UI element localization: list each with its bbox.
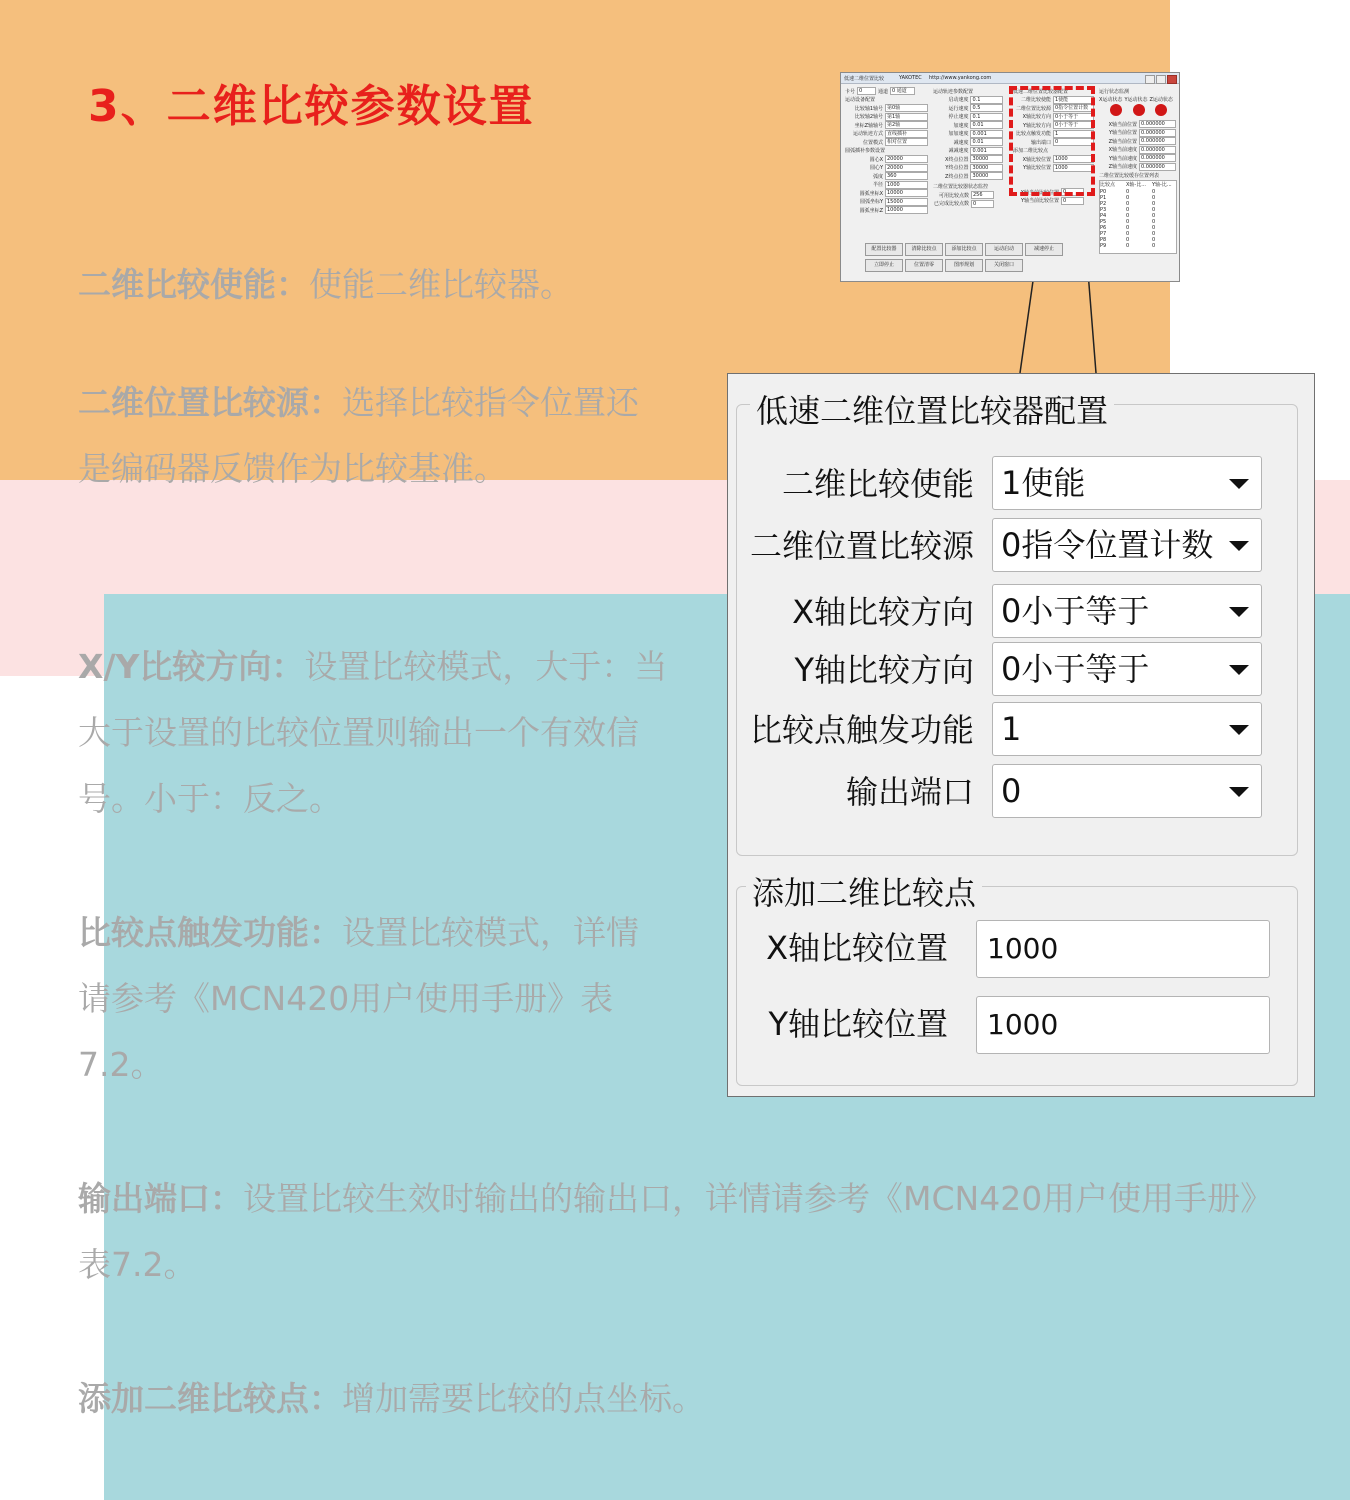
term-description: 设置比较模式，详情请参考《MCN420用户使用手册》表7.2。 <box>78 913 639 1084</box>
term-description: 增加需要比较的点坐标。 <box>342 1379 705 1418</box>
field-label: Y终点位置 <box>945 165 969 172</box>
table-cell: 0 <box>1126 201 1130 207</box>
x-direction-label: X轴比较方向 <box>792 593 974 631</box>
section-title: 二维位置比较器状态监控 <box>933 184 989 191</box>
field-value[interactable]: 1000 <box>1053 155 1094 163</box>
select-value: 1使能 <box>1001 464 1086 502</box>
channel-label: 通道 <box>878 88 889 95</box>
chevron-down-icon <box>1229 541 1249 551</box>
output-port-label: 输出端口 <box>845 773 974 811</box>
maximize-icon[interactable] <box>1156 75 1166 84</box>
chevron-down-icon <box>1229 787 1249 797</box>
field-value[interactable]: 0.01 <box>970 121 1003 129</box>
field-value[interactable]: 30000 <box>970 172 1003 180</box>
status-label: Y运动状态 <box>1124 97 1148 104</box>
term-label: 二维位置比较源： <box>78 383 342 422</box>
field-label: X轴比较方向 <box>1022 114 1051 121</box>
x-position-input[interactable]: 1000 <box>976 920 1270 978</box>
form-row <box>845 130 931 139</box>
window-url: http://www.yankong.com <box>929 75 992 81</box>
select-value: 0 <box>1001 772 1022 810</box>
field-label: 加速度 <box>953 122 969 129</box>
field-value[interactable]: 256 <box>971 191 994 199</box>
table-cell: 0 <box>1152 213 1156 219</box>
field-label: 运行速度 <box>948 105 969 112</box>
window-button[interactable]: 立即停止 <box>865 259 903 272</box>
form-row <box>933 113 1003 122</box>
field-value[interactable]: 1 <box>1053 130 1094 138</box>
x-direction-row <box>728 584 1316 640</box>
field-label: X终点位置 <box>945 156 969 163</box>
form-row <box>933 121 1003 130</box>
table-cell: 0 <box>1126 243 1130 249</box>
field-value[interactable]: 0.000000 <box>1139 146 1176 154</box>
section-title: 运行状态监测 <box>1099 88 1130 95</box>
field-label: 启动速度 <box>948 97 969 104</box>
field-value[interactable]: 0.1 <box>970 96 1003 104</box>
form-row <box>933 191 1003 200</box>
field-value[interactable]: 30000 <box>970 164 1003 172</box>
section-title: 运动设备配置 <box>845 97 876 104</box>
window-button[interactable]: 配置比较器 <box>865 243 903 256</box>
field-value[interactable]: 0 <box>1053 138 1094 146</box>
config-group-title: 低速二维位置比较器配置 <box>750 386 1114 432</box>
field-value[interactable]: 15000 <box>885 198 928 206</box>
x-position-row <box>728 920 1316 976</box>
form-row <box>845 121 931 130</box>
window-button[interactable]: 减速停止 <box>1025 243 1063 256</box>
field-label: 输出端口 <box>1030 139 1051 146</box>
field-label: 二维比较使能 <box>1020 97 1051 104</box>
table-cell: P7 <box>1100 231 1107 237</box>
field-label: Y轴当前速度 <box>1108 155 1137 162</box>
form-row <box>1099 146 1177 155</box>
table-cell: 0 <box>1152 201 1156 207</box>
table-cell: 0 <box>1126 189 1130 195</box>
form-row <box>933 130 1003 139</box>
field-label: 减减速度 <box>948 148 969 155</box>
table-cell: P9 <box>1100 243 1107 249</box>
field-value[interactable]: 0.1 <box>970 113 1003 121</box>
card-select[interactable]: 0 <box>857 87 876 95</box>
table-cell: 0 <box>1152 219 1156 225</box>
x-direction-select[interactable] <box>992 584 1262 638</box>
window-button[interactable]: 图形规划 <box>945 259 983 272</box>
form-row <box>933 172 1003 181</box>
trigger-row <box>728 702 1316 758</box>
term-label: 二维比较使能： <box>78 265 309 304</box>
field-label: X轴当前位置 <box>1108 121 1137 128</box>
comparator-config-zoom <box>727 373 1315 1097</box>
field-label: 圆弧坐标X <box>859 190 883 197</box>
table-cell: 0 <box>1152 189 1156 195</box>
section-title: 二维位置比较缓存位置列表 <box>1099 172 1160 179</box>
field-value[interactable]: 1使能 <box>1053 96 1094 104</box>
field-label: 半径 <box>872 182 883 189</box>
z-status-led-icon <box>1155 104 1167 116</box>
table-cell: 0 <box>1152 237 1156 243</box>
field-label: Z轴当前位置 <box>1108 138 1137 145</box>
chevron-down-icon <box>1229 607 1249 617</box>
field-value[interactable]: 0 <box>971 200 994 208</box>
highlight-box <box>1009 86 1095 196</box>
form-row <box>1099 154 1177 163</box>
y-position-row <box>728 996 1316 1052</box>
table-cell: 0 <box>1152 243 1156 249</box>
form-row <box>1013 197 1095 206</box>
form-row <box>933 138 1003 147</box>
field-label: 圆心Y <box>869 165 883 172</box>
field-value[interactable]: 10000 <box>885 206 928 214</box>
y-direction-label: Y轴比较方向 <box>794 651 974 689</box>
table-cell: 0 <box>1126 225 1130 231</box>
motion-config-column <box>845 87 931 215</box>
field-label: Y轴当前位置 <box>1108 130 1137 137</box>
field-label: 比较点触发功能 <box>1015 131 1051 138</box>
form-row <box>933 155 1003 164</box>
source-select[interactable] <box>992 518 1262 572</box>
column-header[interactable]: Y轴-比... <box>1152 182 1172 189</box>
table-cell: P2 <box>1100 201 1107 207</box>
field-value[interactable]: 1000 <box>1053 164 1094 172</box>
term-label: 添加二维比较点： <box>78 1379 342 1418</box>
field-value[interactable]: 1000 <box>885 181 928 189</box>
y-direction-select[interactable] <box>992 642 1262 696</box>
track-config-column <box>933 87 1003 208</box>
form-row <box>845 181 931 190</box>
field-label: 运动轨迹方式 <box>852 131 883 138</box>
column-header[interactable]: X轴-比... <box>1126 182 1146 189</box>
field-value[interactable]: 0 <box>1061 188 1084 196</box>
chevron-down-icon <box>1229 665 1249 675</box>
field-value[interactable]: 0指令位置计数 <box>1053 104 1094 112</box>
field-value[interactable]: 0.001 <box>970 147 1003 155</box>
form-row <box>845 206 931 215</box>
minimize-icon[interactable] <box>1145 75 1155 84</box>
field-label: 二维位置比较源 <box>1015 105 1051 112</box>
channel-select[interactable]: 0 通道 <box>890 87 915 95</box>
term-description: 设置比较模式，大于：当大于设置的比较位置则输出一个有效信号。小于：反之。 <box>78 647 668 818</box>
field-label: 加加速度 <box>948 131 969 138</box>
y-direction-row <box>728 642 1316 698</box>
window-button[interactable]: 添加比较点 <box>945 243 983 256</box>
form-row <box>933 104 1003 113</box>
select-value: 0指令位置计数 <box>1001 526 1214 564</box>
table-cell: 0 <box>1126 195 1130 201</box>
field-label: 可用比较点数 <box>938 192 969 199</box>
field-value[interactable]: 0小于等于 <box>1053 121 1094 129</box>
trigger-label: 比较点触发功能 <box>749 711 974 749</box>
field-label: 比较轴2轴号 <box>854 114 883 121</box>
field-label: 圆弧坐标Y <box>859 199 883 206</box>
card-channel-row <box>845 87 931 96</box>
form-row <box>933 164 1003 173</box>
field-value[interactable]: 20000 <box>885 155 928 163</box>
chevron-down-icon <box>1229 479 1249 489</box>
form-row <box>1099 163 1177 172</box>
card-label: 卡号 <box>845 88 856 95</box>
field-value[interactable]: 0小于等于 <box>1053 113 1094 121</box>
table-cell: 0 <box>1126 207 1130 213</box>
form-row <box>845 104 931 113</box>
window-titlebar <box>841 73 1179 84</box>
term-label: X/Y比较方向： <box>78 647 305 686</box>
term-label: 输出端口： <box>78 1179 243 1218</box>
table-cell: P4 <box>1100 213 1107 219</box>
form-row <box>933 200 1003 209</box>
table-row[interactable] <box>1100 243 1176 249</box>
output-port-row <box>728 764 1316 820</box>
table-cell: 0 <box>1152 207 1156 213</box>
term-description: 设置比较生效时输出的输出口，详情请参考《MCN420用户使用手册》表7.2。 <box>78 1179 1274 1284</box>
table-cell: P5 <box>1100 219 1107 225</box>
status-label: Z运动状态 <box>1149 97 1173 104</box>
form-row <box>845 198 931 207</box>
field-value[interactable]: 0.000000 <box>1139 120 1176 128</box>
form-row <box>845 189 931 198</box>
table-cell: 0 <box>1126 237 1130 243</box>
field-value[interactable]: 直线插补 <box>885 130 928 138</box>
status-labels-row <box>1099 96 1177 105</box>
form-row <box>1099 120 1177 129</box>
term-label: 比较点触发功能： <box>78 913 342 952</box>
y-status-led-icon <box>1133 104 1145 116</box>
form-row <box>845 113 931 122</box>
window-title: 低速二维位置比较 <box>844 76 885 82</box>
form-row <box>933 147 1003 156</box>
table-cell: P0 <box>1100 189 1107 195</box>
field-label: 减速度 <box>953 139 969 146</box>
x-status-led-icon <box>1110 104 1122 116</box>
table-cell: P3 <box>1100 207 1107 213</box>
field-label: 弧度 <box>872 173 883 180</box>
form-row <box>845 172 931 181</box>
table-cell: P8 <box>1100 237 1107 243</box>
window-button[interactable]: 运动启动 <box>985 243 1023 256</box>
trigger-select[interactable] <box>992 702 1262 756</box>
table-cell: 0 <box>1152 195 1156 201</box>
form-row <box>845 138 931 147</box>
field-label: X轴当前比较位置 <box>1020 189 1059 196</box>
field-value[interactable]: 0.000000 <box>1139 137 1176 145</box>
field-value[interactable]: 0.000000 <box>1139 129 1176 137</box>
term-description: 选择比较指令位置还是编码器反馈作为比较基准。 <box>78 383 639 488</box>
field-value[interactable]: 0 <box>1061 197 1084 205</box>
field-label: 坐标Z轴轴号 <box>854 122 883 129</box>
status-label: X运动状态 <box>1099 97 1123 104</box>
field-label: 已完成比较点数 <box>933 201 969 208</box>
field-value[interactable]: 第1轴 <box>885 113 928 121</box>
field-label: X轴当前速度 <box>1108 147 1137 154</box>
table-cell: 0 <box>1126 213 1130 219</box>
field-label: 圆心X <box>869 156 883 163</box>
form-row <box>1099 129 1177 138</box>
window-button[interactable]: 关闭窗口 <box>985 259 1023 272</box>
y-position-input[interactable]: 1000 <box>976 996 1270 1054</box>
section-title: 运动轨迹参数配置 <box>933 88 974 95</box>
output-port-select[interactable] <box>992 764 1262 818</box>
field-value[interactable]: 10000 <box>885 189 928 197</box>
list-header <box>1100 181 1176 190</box>
field-label: 位置模式 <box>862 139 883 146</box>
field-value[interactable]: 第2轴 <box>885 121 928 129</box>
page-title: 3、二维比较参数设置 <box>88 81 535 132</box>
table-cell: 0 <box>1126 219 1130 225</box>
source-row <box>728 518 1316 574</box>
field-value[interactable]: 相对位置 <box>885 138 928 146</box>
select-value: 0小于等于 <box>1001 650 1150 688</box>
form-row <box>1099 137 1177 146</box>
field-value[interactable]: 0.01 <box>970 138 1003 146</box>
field-label: Z轴当前速度 <box>1108 164 1137 171</box>
field-value[interactable]: 0.5 <box>970 104 1003 112</box>
chevron-down-icon <box>1229 725 1249 735</box>
add-point-group-title: 添加二维比较点 <box>746 868 982 914</box>
field-label: X轴比较位置 <box>1022 156 1051 163</box>
enable-label: 二维比较使能 <box>781 465 974 503</box>
enable-select[interactable] <box>992 456 1262 510</box>
field-value[interactable]: 30000 <box>970 155 1003 163</box>
table-cell: 0 <box>1126 231 1130 237</box>
field-label: Y轴当前比较位置 <box>1020 198 1059 205</box>
field-label: Y轴比较方向 <box>1022 122 1051 129</box>
field-value[interactable]: 第0轴 <box>885 104 928 112</box>
window-button[interactable]: 清除比较点 <box>905 243 943 256</box>
field-label: Y轴比较位置 <box>1022 165 1051 172</box>
table-cell: 0 <box>1152 231 1156 237</box>
table-cell: 0 <box>1152 225 1156 231</box>
field-value[interactable]: 0.000000 <box>1139 154 1176 162</box>
field-value[interactable]: 360 <box>885 172 928 180</box>
field-label: Z终点位置 <box>945 173 969 180</box>
field-value[interactable]: 0.000000 <box>1139 163 1176 171</box>
table-cell: P6 <box>1100 225 1107 231</box>
section-title: 圆弧插补参数设置 <box>845 148 886 155</box>
enable-row <box>728 456 1316 512</box>
y-position-label: Y轴比较位置 <box>768 1005 948 1043</box>
x-position-label: X轴比较位置 <box>766 929 948 967</box>
window-button[interactable]: 位置清零 <box>905 259 943 272</box>
field-value[interactable]: 20000 <box>885 164 928 172</box>
source-label: 二维位置比较源 <box>749 527 974 565</box>
field-label: 比较轴1轴号 <box>854 105 883 112</box>
add-point-groupbox <box>736 886 1298 1086</box>
field-label: 停止速度 <box>948 114 969 121</box>
select-value: 1 <box>1001 710 1022 748</box>
select-value: 0小于等于 <box>1001 592 1150 630</box>
close-icon[interactable] <box>1167 75 1177 84</box>
section-title: 添加二维比较点 <box>1013 148 1049 155</box>
table-cell: P1 <box>1100 195 1107 201</box>
section-title: 低速二维位置比较器配置 <box>1013 88 1069 95</box>
form-row <box>933 96 1003 105</box>
form-row <box>845 155 931 164</box>
term-description: 使能二维比较器。 <box>309 265 573 304</box>
window-brand: YAKOTEC <box>899 75 922 81</box>
column-header[interactable]: 比较点 <box>1100 182 1116 189</box>
form-row <box>845 164 931 173</box>
field-value[interactable]: 0.001 <box>970 130 1003 138</box>
compare-point-list[interactable] <box>1099 180 1177 254</box>
field-label: 圆弧坐标Z <box>859 207 883 214</box>
